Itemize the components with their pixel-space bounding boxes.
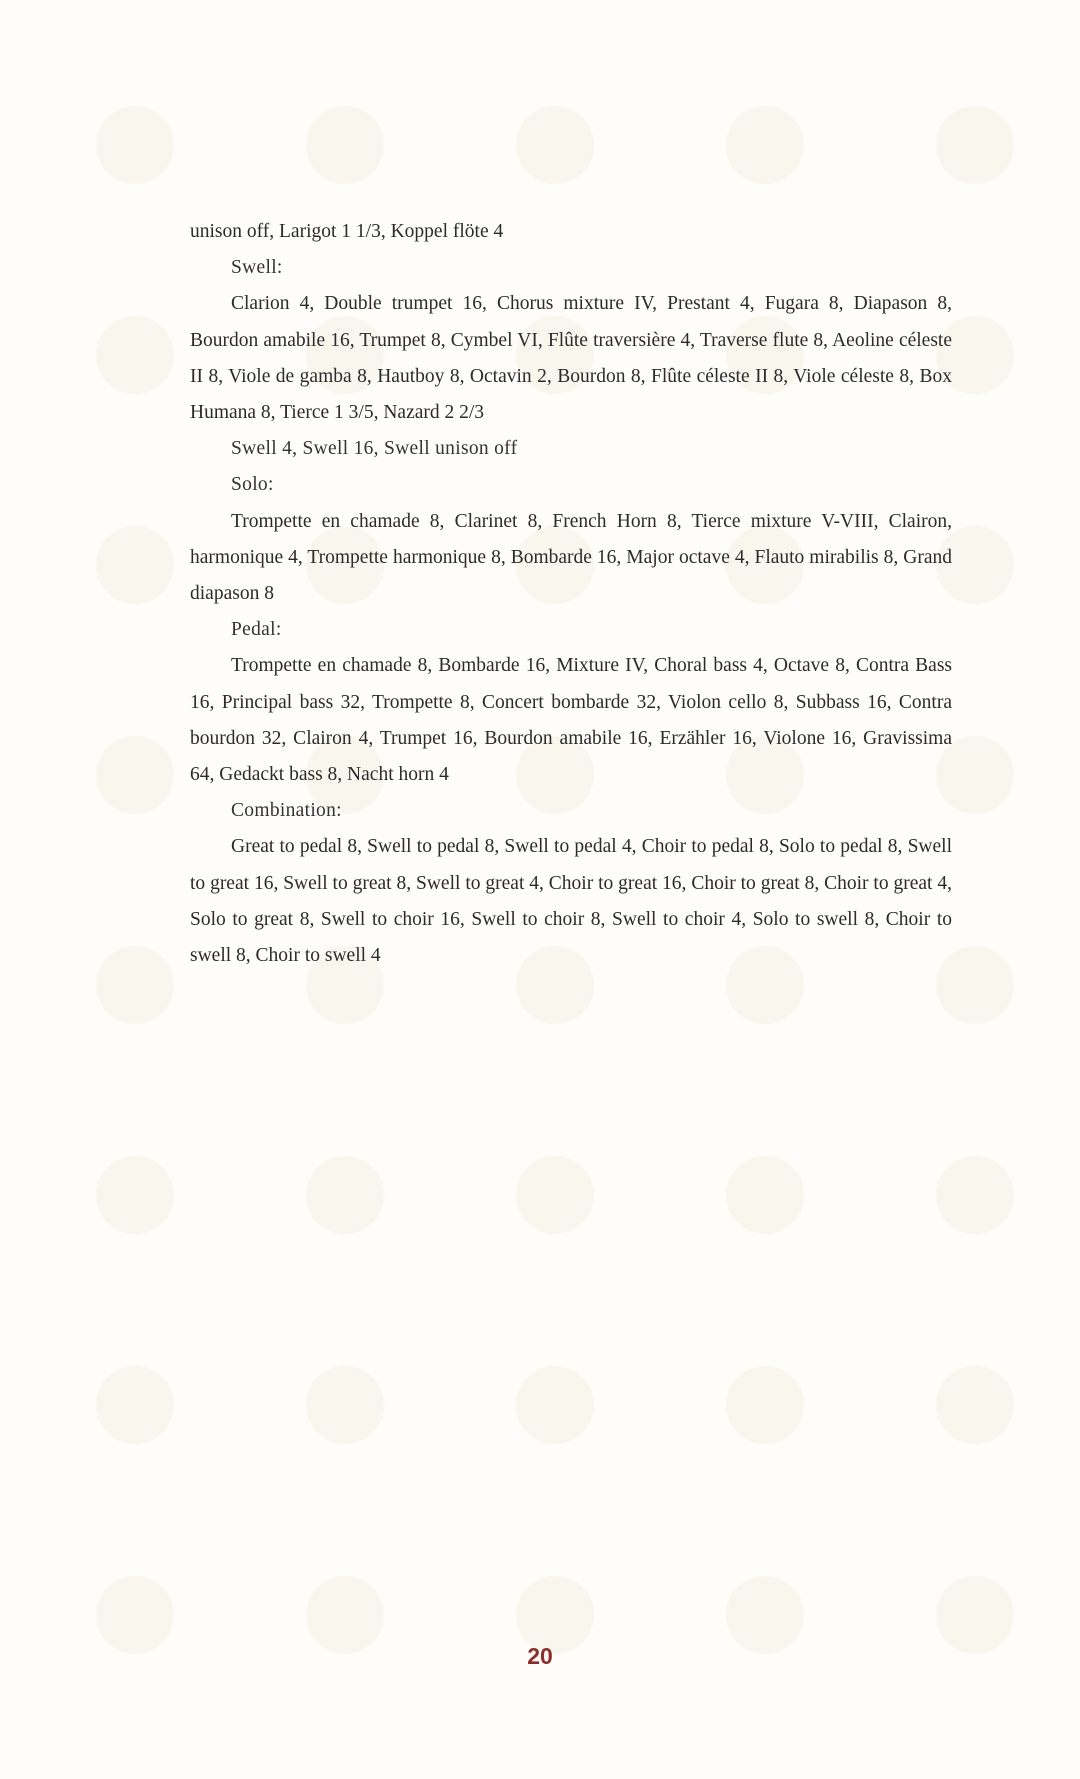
solo-stops-paragraph: Trompette en chamade 8, Clarinet 8, French Horn 8, Tierce mixture V-VIII, Clairon, harmonique 4, Trompette harmonique 8, Bombarde 16, Major octave 4, Flauto mirabilis 8, Grand diapason 8 <box>190 510 952 605</box>
combination-stops-paragraph: Great to pedal 8, Swell to pedal 8, Swell to pedal 4, Choir to pedal 8, Solo to pedal 8, Swell to great 16, Swell to great 8, Swell to great 4, Choir to great 16, Choir to great 8, Choir to great 4, Solo to great 8, Swell to choir 16, Swell to choir 8, Swell to choir 4, Solo to swell 8, Choir to swell 8, Choir to swell 4 <box>190 836 952 967</box>
intro-paragraph: unison off, Larigot 1 1/3, Koppel flöte 4 <box>190 221 504 242</box>
swell-heading: Swell: <box>231 257 283 279</box>
combination-heading: Combination: <box>231 800 342 822</box>
swell-stops-paragraph: Clarion 4, Double trumpet 16, Chorus mixture IV, Prestant 4, Fugara 8, Diapason 8, Bourdon amabile 16, Trumpet 8, Cymbel VI, Flûte traversière 4, Traverse flute 8, Aeoline céleste II 8, Viole de gamba 8, Hautboy 8, Octavin 2, Bourdon 8, Flûte céleste II 8, Viole céleste 8, Box Humana 8, Tierce 1 3/5, Nazard 2 2/3 <box>190 293 952 424</box>
page-body <box>190 214 952 974</box>
pedal-heading: Pedal: <box>231 619 282 641</box>
page-number: 20 <box>527 1643 553 1669</box>
swell-couplers-line: Swell 4, Swell 16, Swell unison off <box>231 438 518 460</box>
pedal-stops-paragraph: Trompette en chamade 8, Bombarde 16, Mixture IV, Choral bass 4, Octave 8, Contra Bass 16, Principal bass 32, Trompette 8, Concert bombarde 32, Violon cello 8, Subbass 16, Contra bourdon 32, Clairon 4, Trumpet 16, Bourdon amabile 16, Erzähler 16, Violone 16, Gravissima 64, Gedackt bass 8, Nacht horn 4 <box>190 655 952 786</box>
solo-heading: Solo: <box>231 474 274 496</box>
